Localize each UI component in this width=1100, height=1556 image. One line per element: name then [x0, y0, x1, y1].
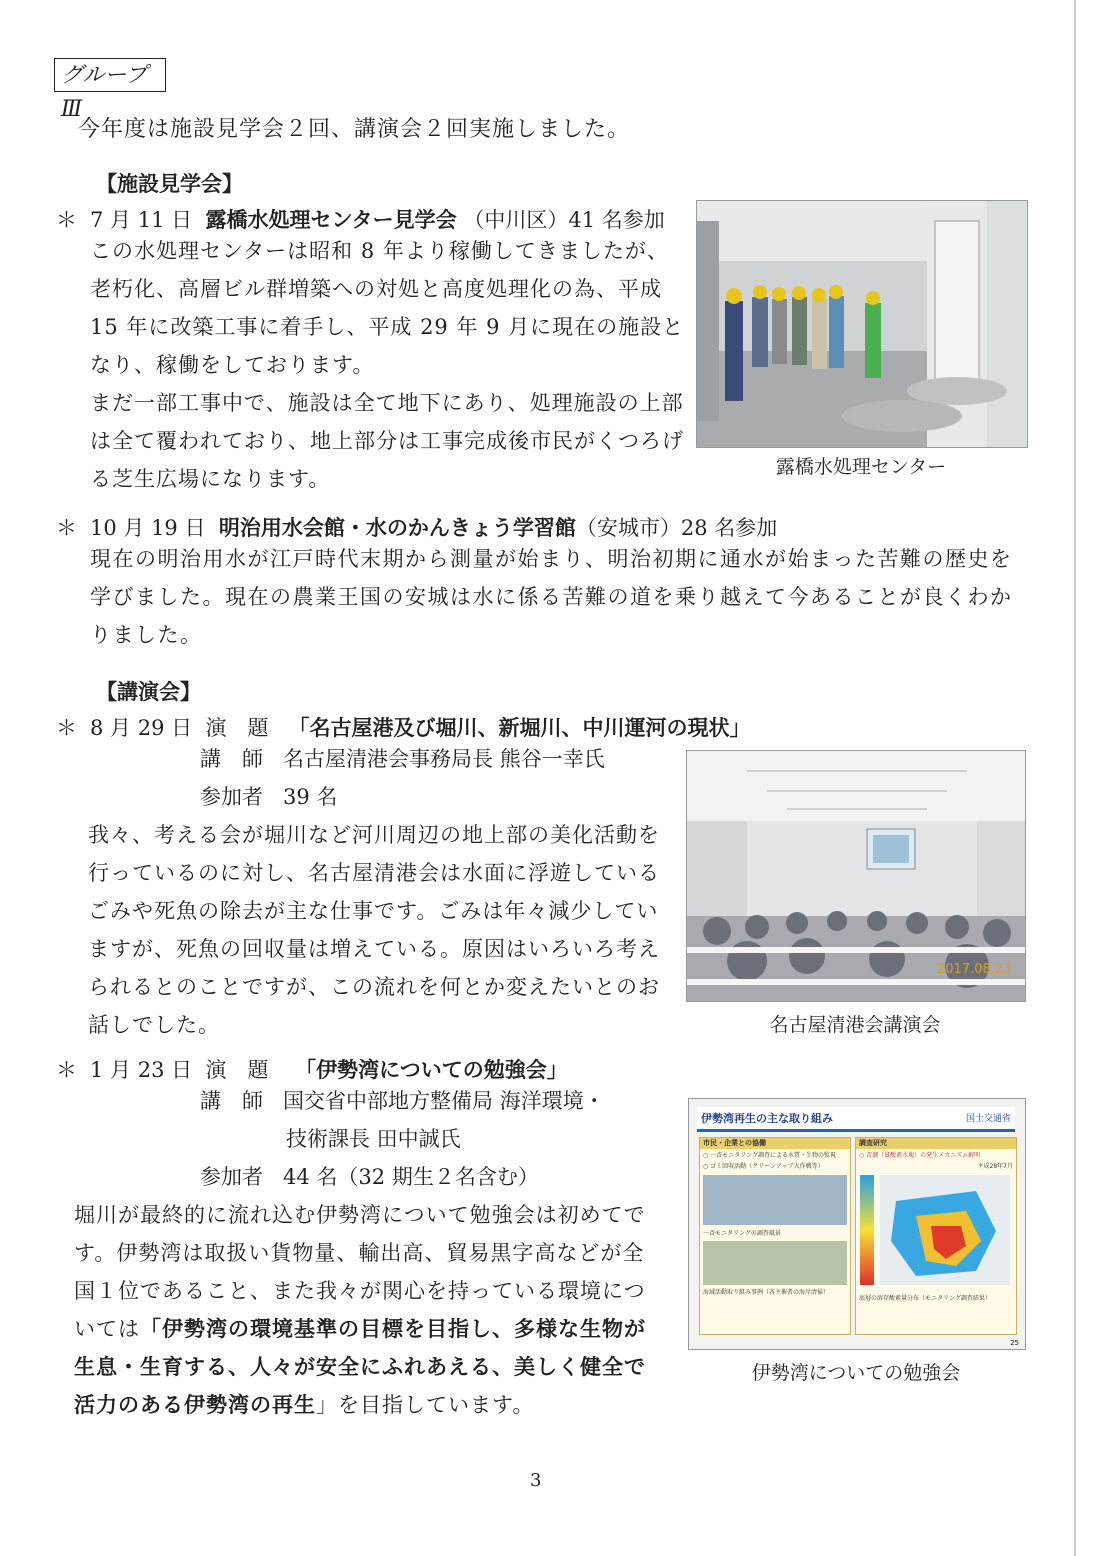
- attendees-label: 参加者: [200, 785, 263, 809]
- lectures-heading: 【講演会】: [96, 679, 201, 704]
- visit2-name: 明治用水会館・水のかんきょう学習館: [218, 515, 576, 540]
- slide-header: [697, 1107, 1015, 1132]
- lecture1-meta: [200, 740, 605, 816]
- lecture2-title: 「伊勢湾についての勉強会」: [295, 1057, 568, 1082]
- slide-map: [856, 1171, 1016, 1291]
- visit2-body: [90, 540, 1050, 654]
- text-line: ますが、死魚の回収量は増えている。原因はいろいろ考え: [88, 937, 660, 961]
- visit1-heading: [56, 204, 665, 234]
- slide-left-item: ○ ゴミ回収活動（クリーンアップ大作戦等）: [703, 1163, 824, 1170]
- visit1-body: [90, 232, 690, 498]
- text-line: 堀川が最終的に流れ込む伊勢湾について勉強会は初めてで: [74, 1203, 646, 1227]
- lecturer-name: 名古屋清港会事務局長 熊谷一幸氏: [283, 747, 605, 771]
- water-center-caption: 露橋水処理センター: [775, 456, 947, 478]
- slide-right-caption: 底層の溶存酸素量分布（モニタリング調査結果）: [859, 1295, 991, 1302]
- group-title: グループⅢ: [54, 58, 166, 92]
- lecture2-heading: [56, 1054, 568, 1084]
- slide-left-panel: [699, 1137, 851, 1335]
- slide-photo: [688, 1098, 1026, 1350]
- slide-left-photo: [703, 1175, 847, 1225]
- page-number: 3: [530, 1470, 542, 1491]
- slide-title: 伊勢湾再生の主な取り組み: [701, 1112, 833, 1125]
- lecture2-title-label: 演 題: [205, 1058, 269, 1082]
- text-line: 老朽化、高層ビル群増築への対処と高度処理化の為、平成: [90, 277, 662, 301]
- text-line: なり、稼働をしております。: [90, 353, 375, 377]
- slide-caption: 伊勢湾についての勉強会: [751, 1362, 961, 1384]
- attendees-label: 参加者: [200, 1165, 263, 1189]
- bullet-star: ＊: [56, 208, 77, 232]
- slide-left-photo2: [703, 1241, 847, 1285]
- lecture1-date: 8 月 29 日: [90, 716, 193, 740]
- lecture-hall-photo: [686, 750, 1026, 1002]
- visits-heading: 【施設見学会】: [96, 171, 243, 196]
- lecturer-label: 講 師: [200, 1089, 263, 1113]
- attendees-count: 39 名: [283, 785, 338, 809]
- slide-left-item: ○ 一斉モニタリング調査による水質・生物の監視: [703, 1152, 837, 1159]
- lecturer-label: 講 師: [200, 747, 263, 771]
- text-line: 国１位であること、また我々が関心を持っている環境につ: [74, 1279, 646, 1303]
- visit1-suffix: （中川区）41 名参加: [463, 208, 665, 232]
- text-line: る芝生広場になります。: [90, 467, 331, 491]
- text-line: 話しでした。: [88, 1013, 220, 1037]
- text-line: この水処理センターは昭和 8 年より稼働してきましたが、: [90, 239, 669, 263]
- lecture1-heading: [56, 712, 751, 742]
- visit1-date: 7 月 11 日: [90, 208, 193, 232]
- visit2-suffix: （安城市）28 名参加: [575, 516, 778, 540]
- slide-right-panel: [855, 1137, 1017, 1335]
- slide-left-head: 市民・企業との協働: [700, 1138, 850, 1149]
- lecture2-meta: [200, 1082, 605, 1196]
- lecture2-date: 1 月 23 日: [90, 1058, 193, 1082]
- slide-left-caption: 一斉モニタリングの調査風景: [703, 1230, 781, 1237]
- bullet-star: ＊: [56, 516, 77, 540]
- slide-right-head: 調査研究: [856, 1138, 1016, 1149]
- text-line: まだ一部工事中で、施設は全て地下にあり、処理施設の上部: [90, 391, 684, 415]
- scan-edge: [1074, 0, 1076, 1556]
- text-line: いては「伊勢湾の環境基準の目標を目指し、多様な生物が: [74, 1316, 646, 1341]
- slide-right-date: 平成28年7月: [977, 1163, 1013, 1170]
- text-line: す。伊勢湾は取扱い貨物量、輸出高、貿易黒字高などが全: [74, 1241, 645, 1265]
- text-line: 行っているのに対し、名古屋清港会は水面に浮遊している: [88, 861, 660, 885]
- text-line: りました。: [90, 623, 203, 647]
- slide-page: 25: [1010, 1339, 1019, 1347]
- lecture1-body: [88, 816, 688, 1044]
- attendees-count: 44 名（32 期生２名含む）: [283, 1165, 539, 1189]
- visit1-name: 露橋水処理センター見学会: [205, 207, 457, 232]
- bullet-star: ＊: [56, 716, 77, 740]
- visit2-date: 10 月 19 日: [90, 516, 206, 540]
- lecturer-name-cont: 技術課長 田中誠氏: [286, 1127, 461, 1151]
- text-line: られるとのことですが、この流れを何とか変えたいとのお: [88, 975, 660, 999]
- text-line: 現在の明治用水が江戸時代末期から測量が始まり、明治初期に通水が始まった苦難の歴史を: [90, 547, 1013, 571]
- text-line: 生息・生育する、人々が安全にふれあえる、美しく健全で: [74, 1354, 646, 1379]
- text-line: 15 年に改築工事に着手し、平成 29 年 9 月に現在の施設と: [90, 315, 685, 339]
- slide-right-item: ○ 苦潮（貧酸素水塊）の発生メカニズム解明: [859, 1152, 981, 1159]
- lecture-hall-caption: 名古屋清港会講演会: [769, 1014, 941, 1036]
- lecture1-title-label: 演 題: [205, 716, 269, 740]
- text-line: 学びました。現在の農業王国の安城は水に係る苦難の道を乗り越えて今あることが良くわか: [90, 585, 1013, 609]
- lead-text: 今年度は施設見学会２回、講演会２回実施しました。: [78, 117, 631, 142]
- water-center-photo: [696, 200, 1028, 448]
- water-center-photo-art: [697, 201, 1027, 447]
- slide-left-caption: 海域活動取り組み事例（各主催者の海岸清掃）: [703, 1289, 830, 1296]
- text-line: ごみや死魚の除去が主な仕事です。ごみは年々減少してい: [88, 899, 659, 923]
- text-line: 活力のある伊勢湾の再生」を目指しています。: [74, 1392, 535, 1417]
- text-line: は全て覆われており、地上部分は工事完成後市民がくつろげ: [90, 429, 684, 453]
- text-line: 我々、考える会が堀川など河川周辺の地上部の美化活動を: [88, 823, 660, 847]
- photo-date-stamp: 2017.08.23: [937, 962, 1012, 977]
- bullet-star: ＊: [56, 1058, 77, 1082]
- lecture2-body: [74, 1196, 674, 1424]
- visit2-heading: [56, 512, 777, 542]
- lecture1-title: 「名古屋港及び堀川、新堀川、中川運河の現状」: [288, 715, 751, 740]
- lecture-hall-photo-art: [687, 751, 1025, 1001]
- lecturer-name: 国交省中部地方整備局 海洋環境・: [283, 1089, 605, 1113]
- slide-org: 国土交通省: [965, 1114, 1011, 1124]
